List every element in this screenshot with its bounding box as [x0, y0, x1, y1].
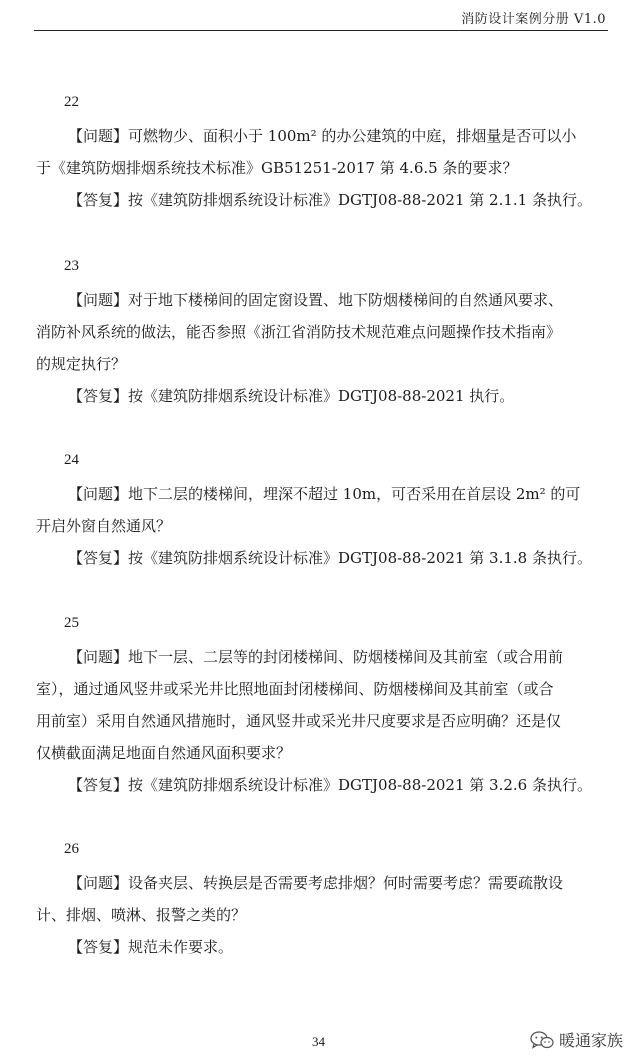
watermark: [530, 1028, 623, 1051]
question-line: 室），通过通风竖井或采光井比照地面封闭楼梯间、防烟楼梯间及其前室（或合: [36, 680, 554, 698]
answer-line: 【答复】按《建筑防排烟系统设计标准》DGTJ08-88-2021 执行。: [68, 387, 515, 405]
answer-line: 【答复】按《建筑防排烟系统设计标准》DGTJ08-88-2021 第 3.2.6 条执行。: [68, 776, 592, 794]
question-line: 【问题】设备夹层、转换层是否需要考虑排烟？何时需要考虑？需要疏散设: [68, 874, 564, 892]
question-line: 用前室）采用自然通风措施时，通风竖井或采光井尺度要求是否应明确？还是仅: [36, 712, 562, 730]
entry-number: 25: [64, 615, 79, 631]
header-divider: [34, 30, 608, 31]
watermark-text: 暖通家族: [559, 1031, 624, 1050]
entry-number: 26: [64, 841, 79, 857]
question-line: 【问题】地下一层、二层等的封闭楼梯间、防烟楼梯间及其前室（或合用前: [68, 648, 564, 666]
entry-number: 22: [64, 94, 79, 110]
entry-number: 24: [64, 452, 79, 468]
answer-line: 【答复】按《建筑防排烟系统设计标准》DGTJ08-88-2021 第 2.1.1 条执行。: [68, 191, 592, 209]
question-line: 开启外窗自然通风？: [36, 517, 172, 535]
entry-number: 23: [64, 258, 79, 274]
question-line: 【问题】对于地下楼梯间的固定窗设置、地下防烟楼梯间的自然通风要求、: [68, 291, 564, 309]
answer-line: 【答复】规范未作要求。: [68, 938, 234, 956]
question-line: 消防补风系统的做法，能否参照《浙江省消防技术规范难点问题操作技术指南》: [36, 323, 562, 341]
question-line: 【问题】可燃物少、面积小于 100m² 的办公建筑的中庭，排烟量是否可以小: [68, 127, 577, 145]
question-line: 【问题】地下二层的楼梯间，埋深不超过 10m，可否采用在首层设 2m² 的可: [68, 485, 581, 503]
question-line: 于《建筑防烟排烟系统技术标准》GB51251-2017 第 4.6.5 条的要求？: [36, 159, 518, 177]
header-title: 消防设计案例分册 V1.0: [461, 12, 606, 27]
page-number: 34: [312, 1034, 325, 1049]
question-line: 计、排烟、喷淋、报警之类的？: [36, 906, 247, 924]
answer-line: 【答复】按《建筑防排烟系统设计标准》DGTJ08-88-2021 第 3.1.8 条执行。: [68, 549, 592, 567]
wechat-icon: [530, 1031, 554, 1049]
question-line: 的规定执行？: [36, 355, 127, 373]
question-line: 仅横截面满足地面自然通风面积要求？: [36, 744, 292, 762]
